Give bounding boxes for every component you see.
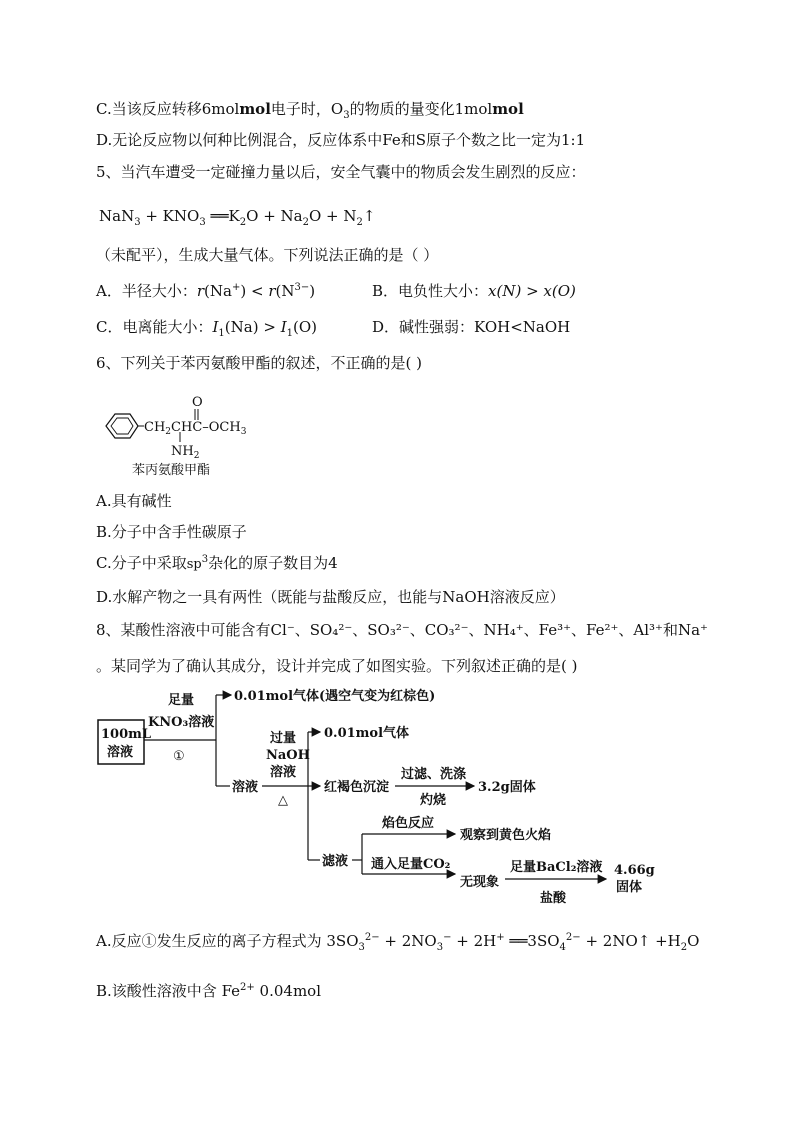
- svg-text:滤液: 滤液: [322, 854, 349, 869]
- svg-text:△: △: [278, 793, 288, 808]
- phenylalanine-methyl-ester-structure: [96, 390, 276, 480]
- q5-option-a: A．半径大小：$r(Na^+) < r(N^{3-})$: [96, 282, 316, 300]
- svg-text:过滤、洗涤: 过滤、洗涤: [401, 767, 467, 782]
- amine-label: $NH_2$: [171, 444, 200, 461]
- q5-continuation: （未配平），生成大量气体。下列说法正确的是（ ）: [96, 246, 439, 264]
- svg-text:CH2CHC–OCH3: $CH_2CHC-OCH_3$: [144, 420, 247, 437]
- q8-continuation: 。某同学为了确认其成分，设计并完成了如图实验。下列叙述正确的是( ): [96, 657, 578, 675]
- svg-text:100mL: 100mL: [101, 727, 152, 742]
- q6-option-b: B.分子中含手性碳原子: [96, 523, 247, 541]
- svg-text:①: ①: [173, 749, 185, 764]
- svg-text:足量BaCl₂溶液: 足量BaCl₂溶液: [510, 860, 603, 875]
- svg-text:溶液: 溶液: [270, 765, 297, 780]
- q6-option-d: D.水解产物之一具有两性（既能与盐酸反应，也能与NaOH溶液反应）: [96, 588, 565, 606]
- q5-option-b: B．电负性大小：x(N) > x(O): [372, 282, 576, 300]
- option-c-prev: C.当该反应转移6molmol电子时，$O_3$的物质的量变化1molmol: [96, 100, 524, 121]
- svg-text:4.66g: 4.66g: [614, 863, 655, 878]
- q5-option-d: D．碱性强弱：KOH<NaOH: [372, 318, 571, 336]
- svg-text:KNO₃溶液: KNO₃溶液: [148, 715, 215, 730]
- svg-text:足量: 足量: [168, 693, 195, 708]
- experiment-flowchart: [90, 682, 690, 912]
- svg-text:3.2g固体: 3.2g固体: [478, 780, 536, 795]
- svg-text:观察到黄色火焰: 观察到黄色火焰: [460, 828, 552, 843]
- q6-option-a: A.具有碱性: [96, 492, 172, 510]
- svg-text:溶液: 溶液: [232, 780, 259, 795]
- ch2-label: CH: [144, 420, 166, 435]
- svg-text:灼烧: 灼烧: [420, 793, 447, 808]
- svg-text:通入足量CO₂: 通入足量CO₂: [371, 857, 451, 872]
- q5-option-c: C．电离能大小：$I_1(Na) > I_1(O)$: [96, 318, 318, 339]
- svg-text:红褐色沉淀: 红褐色沉淀: [324, 780, 390, 795]
- q8-stem: 8、某酸性溶液中可能含有Cl⁻、SO₄²⁻、SO₃²⁻、CO₃²⁻、NH₄⁺、Fe³⁺、Fe²⁺、Al³⁺和Na⁺: [96, 621, 708, 639]
- q6-option-c: C.分子中采取$sp^3$杂化的原子数目为4: [96, 554, 338, 572]
- svg-text:过量: 过量: [270, 731, 297, 746]
- carbonyl-oxygen: O: [192, 395, 203, 410]
- structure-name: 苯丙氨酸甲酯: [132, 463, 211, 478]
- svg-text:0.01mol气体(遇空气变为红棕色): 0.01mol气体(遇空气变为红棕色): [234, 689, 436, 704]
- svg-text:溶液: 溶液: [107, 745, 134, 760]
- q5-equation: $NaN_3 + KNO_3$ $══K_2O + Na_2O$ + $N_2↑$: [99, 207, 376, 228]
- svg-text:焰色反应: 焰色反应: [382, 816, 435, 831]
- svg-text:无现象: 无现象: [460, 875, 500, 890]
- svg-text:NaOH: NaOH: [266, 748, 310, 763]
- q6-stem: 6、下列关于苯丙氨酸甲酯的叙述，不正确的是( ): [96, 354, 423, 372]
- svg-text:固体: 固体: [616, 880, 643, 895]
- q8-option-a: A.反应①发生反应的离子方程式为 $3SO_3^{2-} + 2NO_3^- + 2H^+$ $══3SO_4^{2-}$ + 2NO↑ $+H_2O$: [96, 932, 700, 953]
- q8-option-b: B.该酸性溶液中含 $Fe^{2+}$ 0.04mol: [96, 982, 321, 1000]
- svg-text:0.01mol气体: 0.01mol气体: [324, 726, 410, 741]
- option-d-prev: D.无论反应物以何种比例混合，反应体系中Fe和S原子个数之比一定为1:1: [96, 131, 586, 149]
- svg-text:盐酸: 盐酸: [540, 891, 567, 906]
- q5-stem: 5、当汽车遭受一定碰撞力量以后，安全气囊中的物质会发生剧烈的反应：: [96, 163, 586, 181]
